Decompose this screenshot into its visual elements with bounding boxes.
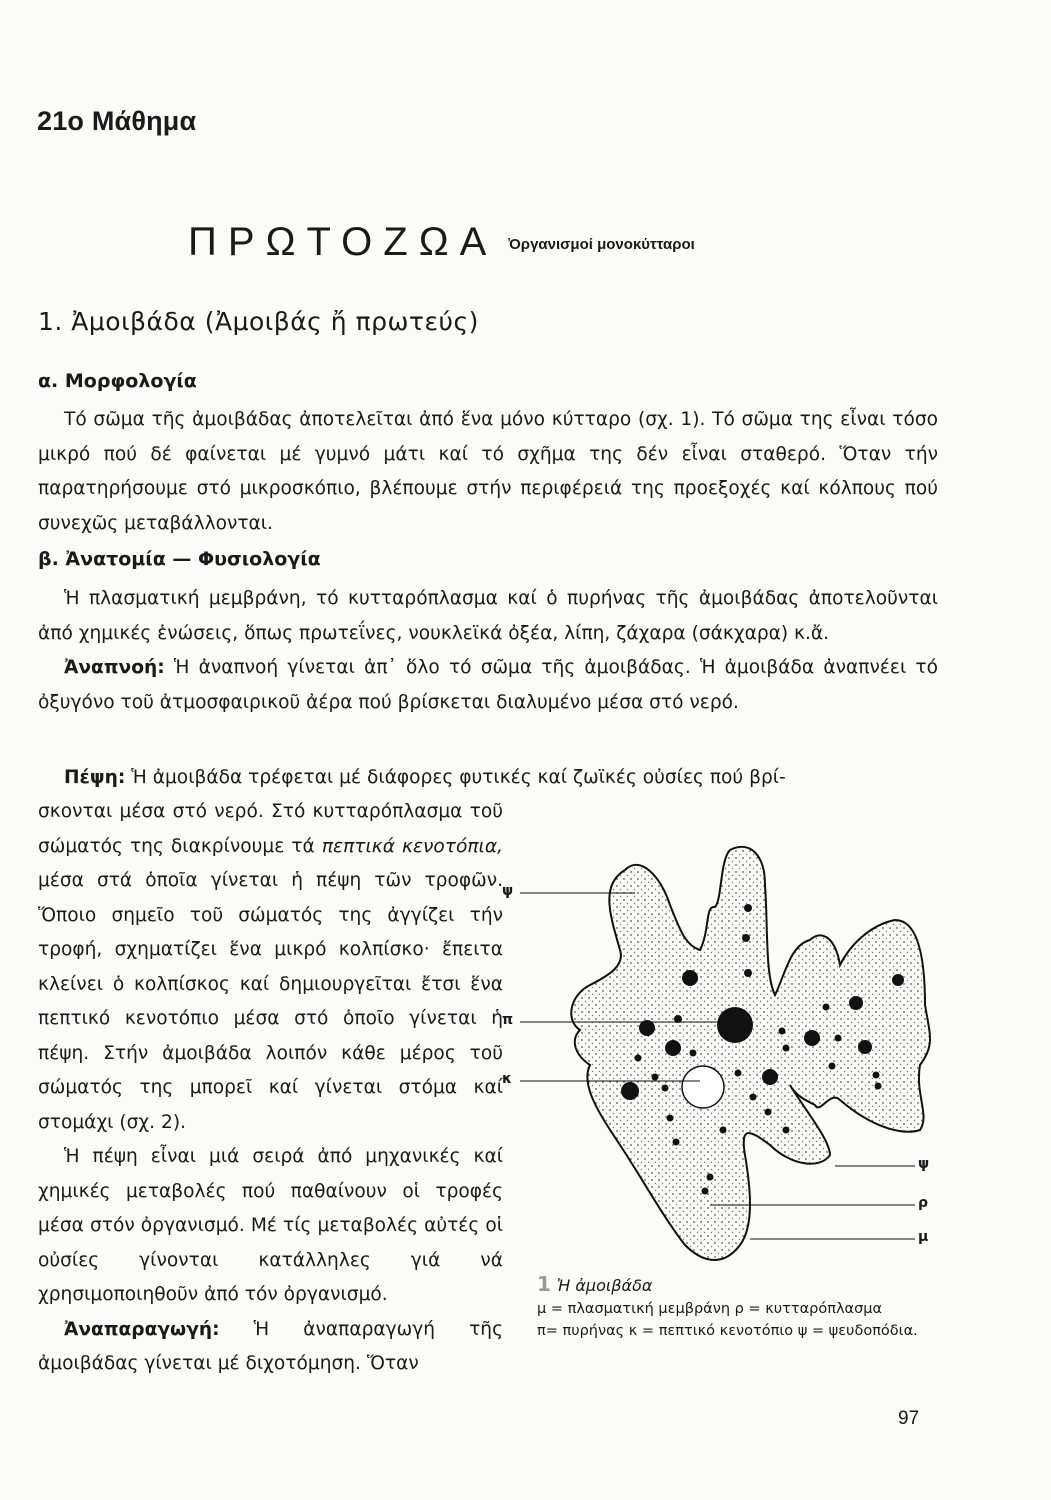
caption-number: 1 <box>537 1272 551 1296</box>
digestion-text-2: μέσα στά ὁποῖα γίνεται ἡ πέψη τῶν τροφῶν. Ὅποιο σημεῖο τοῦ σώματός της ἀγγίζει τήν τροφή, σχηματίζει ἕνα μικρό κολπίσκο· ἔπειτα κλείνει ὁ κολπίσκος καί δημιουργεῖται ἔτσι ἕνα πεπτικό κενοτόπιο μέσα στό ὁποῖο γίνεται ἡ πέψη. Στήν ἀμοιβάδα λοιπόν κάθε μέρος τοῦ σώματός της μπορεῖ καί γίνεται στόμα καί στομάχι (σχ. 2). <box>38 870 503 1133</box>
chapter-subtitle: Ὀργανισμοί μονοκύτταροι <box>508 236 695 253</box>
digestion-continued: σκονται μέσα στό νερό. Στό κυτταρόπλασμα τοῦ σώματός της διακρίνουμε τά πεπτικά κενοτόπια, μέσα στά ὁποῖα γίνεται ἡ πέψη τῶν τροφῶν. Ὅποιο σημεῖο τοῦ σώματός της ἀγγίζει τήν τροφή, σχηματίζει ἕνα μικρό κολπίσκο· ἔπειτα κλείνει ὁ κολπίσκος καί δημιουργεῖται ἔτσι ἕνα πεπτικό κενοτόπιο μέσα στό ὁποῖο γίνεται ἡ πέψη. Στήν ἀμοιβάδα λοιπόν κάθε μέρος τοῦ σώματός της μπορεῖ καί γίνεται στόμα καί στομάχι (σχ. 2). <box>38 801 504 1133</box>
digestion-line <box>38 761 938 796</box>
lesson-heading: 21ο Μάθημα <box>37 106 197 136</box>
amoeba-diagram <box>510 835 960 1275</box>
digestion-first-line <box>38 761 938 796</box>
morphology-heading: α. Μορφολογία <box>38 370 197 392</box>
label-rho: ρ <box>918 1195 929 1211</box>
label-pi: π <box>502 1012 514 1028</box>
respiration-text: Ἡ ἀναπνοή γίνεται ἀπ᾽ ὅλο τό σῶμα τῆς ἀμοιβάδας. Ἡ ἀμοιβάδα ἀναπνέει τό ὀξυγόνο τοῦ ἀτμοσφαιρικοῦ ἀέρα πού βρίσκεται διαλυμένο μέσα στό νερό. <box>38 657 938 713</box>
reproduction-paragraph <box>38 1313 503 1382</box>
digestion-paragraph-2: Ἡ πέψη εἶναι μιά σειρά ἀπό μηχανικές καί χημικές μεταβολές πού παθαίνουν οἱ τροφές μέσα στόν ὀργανισμό. Μέ τίς μεταβολές αὐτές οἱ οὐσίες γίνονται κατάλληλες γιά νά χρησιμοποιηθοῦν ἀπό τόν ὀργανισμό. <box>38 1146 503 1305</box>
digestion-label: Πέψη: <box>64 767 126 788</box>
label-psi-bottom: ψ <box>918 1156 930 1172</box>
digestion-line-text: Ἡ ἀμοιβάδα τρέφεται μέ διάφορες φυτικές καί ζωϊκές οὐσίες πού βρί- <box>131 767 786 788</box>
morphology-text <box>38 403 938 541</box>
caption-title: Ἡ ἀμοιβάδα <box>556 1276 653 1295</box>
digestive-vacuoles-term: πεπτικά κενοτόπια, <box>321 835 504 857</box>
caption-line-2: π= πυρήνας κ = πεπτικό κενοτόπιο ψ = ψευδοπόδια. <box>537 1323 918 1339</box>
chapter-title <box>188 220 695 265</box>
digestion-column <box>38 795 503 1382</box>
anatomy-heading: β. Ἀνατομία — Φυσιολογία <box>38 548 321 570</box>
figure-caption <box>537 1273 937 1342</box>
chapter-title-main: ΠΡΩΤΟΖΩΑ <box>188 220 498 264</box>
caption-heading <box>537 1273 937 1298</box>
respiration-paragraph <box>38 651 938 720</box>
reproduction-label: Ἀναπαραγωγή: <box>64 1318 220 1340</box>
morphology-paragraph: Τό σῶμα τῆς ἀμοιβάδας ἀποτελεῖται ἀπό ἕνα μόνο κύτταρο (σχ. 1). Τό σῶμα της εἶναι τόσο μικρό πού δέ φαίνεται μέ γυμνό μάτι καί τό σχῆμα της δέν εἶναι σταθερό. Ὅταν τήν παρατηρήσουμε στό μικροσκόπιο, βλέπουμε στήν περιφέρειά της προεξοχές καί κόλπους πού συνεχῶς μεταβάλλονται. <box>38 409 938 534</box>
reproduction-text: Ἡ ἀναπαραγωγή τῆς ἀμοιβάδας γίνεται μέ διχοτόμηση. Ὅταν <box>38 1318 503 1374</box>
label-psi-top: ψ <box>502 883 514 899</box>
amoeba-figure <box>502 835 960 1275</box>
respiration-label: Ἀναπνοή: <box>64 657 165 678</box>
caption-line-1: μ = πλασματική μεμβράνη ρ = κυτταρόπλασμα <box>537 1301 883 1317</box>
anatomy-text <box>38 582 938 720</box>
page-number: 97 <box>898 1408 920 1429</box>
section-title: 1. Ἀμοιβάδα (Ἀμοιβάς ἤ πρωτεύς) <box>38 307 479 336</box>
anatomy-intro: Ἡ πλασματική μεμβράνη, τό κυτταρόπλασμα καί ὁ πυρήνας τῆς ἀμοιβάδας ἀποτελοῦνται ἀπό χημικές ἑνώσεις, ὅπως πρωτεΐνες, νουκλεϊκά ὀξέα, λίπη, ζάχαρα (σάκχαρα) κ.ἄ. <box>38 588 938 644</box>
label-kappa: κ <box>502 1071 512 1087</box>
label-mu: μ <box>918 1229 929 1245</box>
